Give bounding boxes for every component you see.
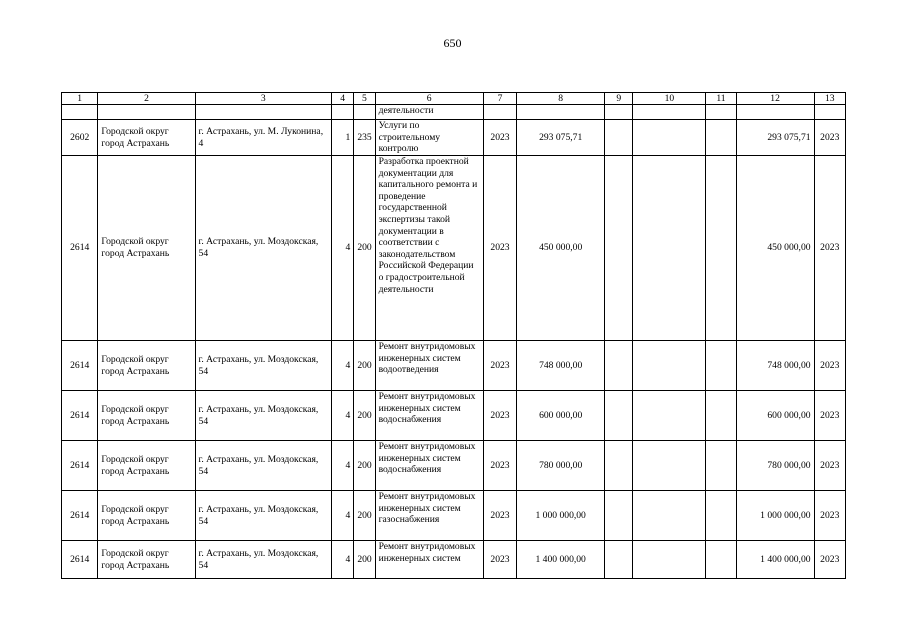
col-5-value: 200 [354, 541, 375, 579]
col-10-value [633, 341, 706, 391]
col-5-value: 200 [354, 491, 375, 541]
col-5-value: 200 [354, 391, 375, 441]
start-year: 2023 [483, 441, 516, 491]
end-year: 2023 [814, 441, 845, 491]
col-9-value [605, 441, 633, 491]
work-description: Ремонт внутридомовых инженерных систем газоснабжения [375, 491, 483, 541]
table-row [62, 441, 846, 491]
record-id: 2614 [62, 541, 98, 579]
end-year: 2023 [814, 120, 845, 156]
col-10-value [633, 541, 706, 579]
end-year: 2023 [814, 156, 845, 341]
col-4-value: 1 [332, 120, 354, 156]
table-row [62, 341, 846, 391]
column-header: 3 [195, 93, 332, 105]
col-4-value: 4 [332, 491, 354, 541]
col-11-value [706, 491, 736, 541]
column-header: 5 [354, 93, 375, 105]
municipality-name: Городской округ город Астрахань [98, 341, 195, 391]
cost-value: 450 000,00 [517, 156, 605, 341]
end-year: 2023 [814, 491, 845, 541]
municipality-name: Городской округ город Астрахань [98, 441, 195, 491]
col-9-value [605, 541, 633, 579]
col-9-value [605, 120, 633, 156]
record-id: 2614 [62, 156, 98, 341]
col-4-value: 4 [332, 156, 354, 341]
work-description: Разработка проектной документации для капитального ремонта и проведение государственной экспертизы такой документации в соответствии с законодательством Российской Федерации о градостроительной деятельности [375, 156, 483, 341]
record-id: 2614 [62, 341, 98, 391]
continuation-row [62, 105, 846, 120]
col-10-value [633, 441, 706, 491]
record-id: 2614 [62, 441, 98, 491]
total-value: 450 000,00 [736, 156, 814, 341]
column-header: 8 [517, 93, 605, 105]
cost-value: 780 000,00 [517, 441, 605, 491]
start-year: 2023 [483, 156, 516, 341]
col-5-value: 200 [354, 156, 375, 341]
column-header: 7 [483, 93, 516, 105]
record-id: 2614 [62, 391, 98, 441]
start-year: 2023 [483, 491, 516, 541]
col-11-value [706, 541, 736, 579]
address: г. Астрахань, ул. М. Луконина, 4 [195, 120, 332, 156]
col-5-value: 200 [354, 441, 375, 491]
address: г. Астрахань, ул. Моздокская, 54 [195, 541, 332, 579]
page-number: 650 [443, 36, 462, 50]
cost-value: 600 000,00 [517, 391, 605, 441]
column-header: 9 [605, 93, 633, 105]
column-header: 13 [814, 93, 845, 105]
cost-value: 748 000,00 [517, 341, 605, 391]
total-value: 748 000,00 [736, 341, 814, 391]
record-id: 2614 [62, 491, 98, 541]
column-header: 2 [98, 93, 195, 105]
table-row [62, 120, 846, 156]
cost-value: 1 000 000,00 [517, 491, 605, 541]
table-row [62, 541, 846, 579]
col-5-value: 235 [354, 120, 375, 156]
start-year: 2023 [483, 120, 516, 156]
address: г. Астрахань, ул. Моздокская, 54 [195, 441, 332, 491]
col-9-value [605, 391, 633, 441]
municipality-name: Городской округ город Астрахань [98, 391, 195, 441]
start-year: 2023 [483, 341, 516, 391]
column-header: 11 [706, 93, 736, 105]
end-year: 2023 [814, 541, 845, 579]
col-11-value [706, 120, 736, 156]
col-10-value [633, 120, 706, 156]
municipality-name: Городской округ город Астрахань [98, 541, 195, 579]
total-value: 293 075,71 [736, 120, 814, 156]
end-year: 2023 [814, 341, 845, 391]
col-11-value [706, 441, 736, 491]
work-description: Ремонт внутридомовых инженерных систем водоснабжения [375, 391, 483, 441]
col-10-value [633, 491, 706, 541]
total-value: 600 000,00 [736, 391, 814, 441]
work-description: деятельности [375, 105, 483, 120]
work-description: Услуги по строительному контролю [375, 120, 483, 156]
col-10-value [633, 156, 706, 341]
address: г. Астрахань, ул. Моздокская, 54 [195, 491, 332, 541]
start-year: 2023 [483, 391, 516, 441]
registry-table [61, 92, 846, 579]
col-4-value: 4 [332, 441, 354, 491]
col-4-value: 4 [332, 541, 354, 579]
cost-value: 1 400 000,00 [517, 541, 605, 579]
col-5-value: 200 [354, 341, 375, 391]
col-9-value [605, 491, 633, 541]
end-year: 2023 [814, 391, 845, 441]
col-11-value [706, 341, 736, 391]
column-header: 6 [375, 93, 483, 105]
col-4-value: 4 [332, 341, 354, 391]
record-id: 2602 [62, 120, 98, 156]
total-value: 1 400 000,00 [736, 541, 814, 579]
address: г. Астрахань, ул. Моздокская, 54 [195, 156, 332, 341]
start-year: 2023 [483, 541, 516, 579]
total-value: 780 000,00 [736, 441, 814, 491]
address: г. Астрахань, ул. Моздокская, 54 [195, 391, 332, 441]
col-4-value: 4 [332, 391, 354, 441]
col-9-value [605, 156, 633, 341]
table-row [62, 491, 846, 541]
municipality-name: Городской округ город Астрахань [98, 491, 195, 541]
work-description: Ремонт внутридомовых инженерных систем [375, 541, 483, 579]
work-description: Ремонт внутридомовых инженерных систем водоснабжения [375, 441, 483, 491]
column-header: 4 [332, 93, 354, 105]
table-row [62, 391, 846, 441]
col-11-value [706, 156, 736, 341]
address: г. Астрахань, ул. Моздокская, 54 [195, 341, 332, 391]
column-header: 12 [736, 93, 814, 105]
col-10-value [633, 391, 706, 441]
municipality-name: Городской округ город Астрахань [98, 156, 195, 341]
municipality-name: Городской округ город Астрахань [98, 120, 195, 156]
col-11-value [706, 391, 736, 441]
work-description: Ремонт внутридомовых инженерных систем водоотведения [375, 341, 483, 391]
total-value: 1 000 000,00 [736, 491, 814, 541]
header-row [62, 93, 846, 105]
col-9-value [605, 341, 633, 391]
table-row [62, 156, 846, 341]
cost-value: 293 075,71 [517, 120, 605, 156]
column-header: 1 [62, 93, 98, 105]
column-header: 10 [633, 93, 706, 105]
